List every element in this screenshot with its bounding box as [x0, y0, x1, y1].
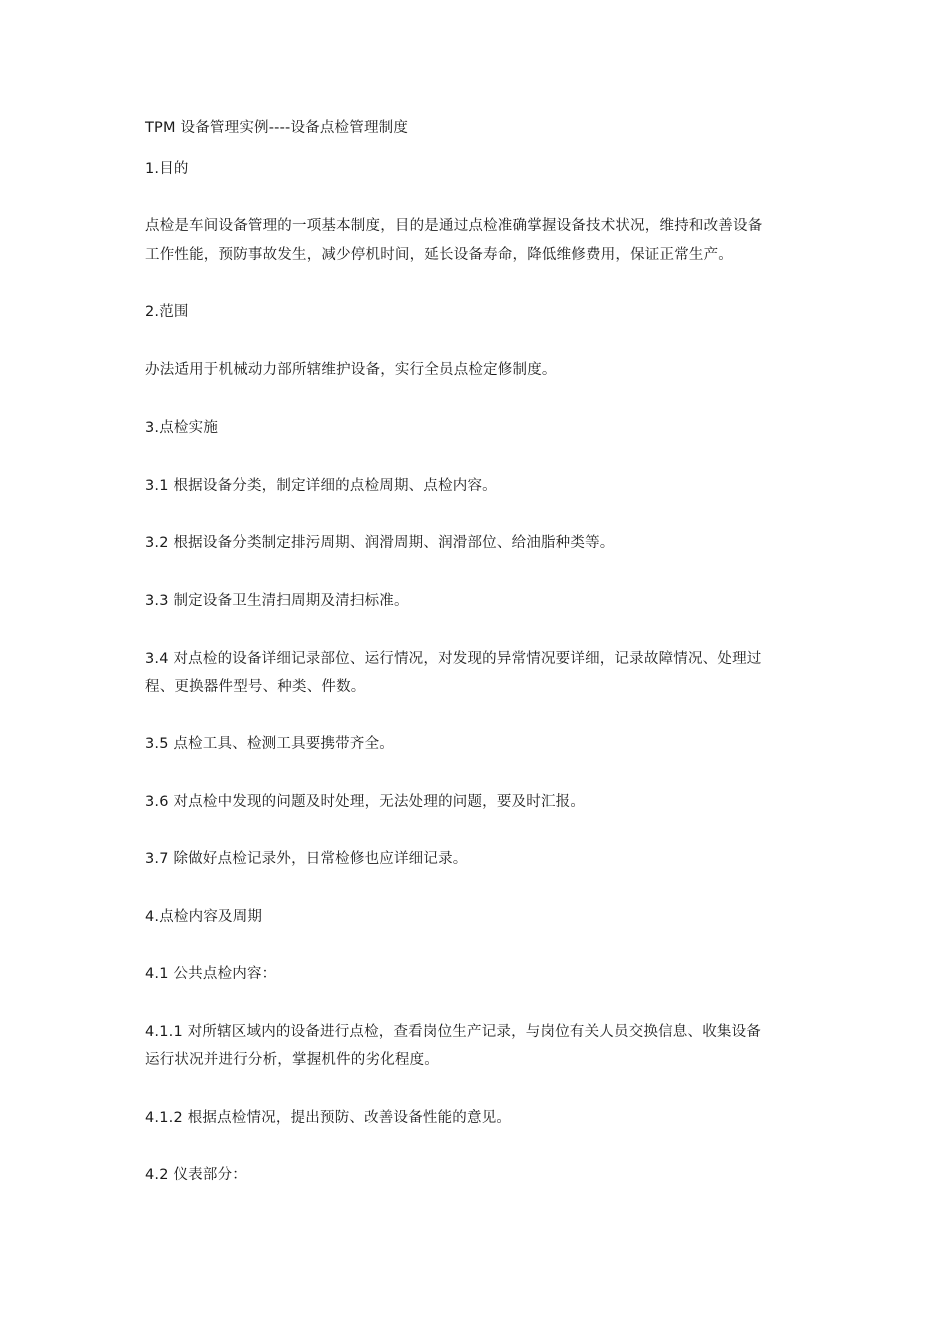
- paragraph-line: 运行状况并进行分析，掌握机件的劣化程度。: [145, 1052, 439, 1068]
- paragraph-line: 3.5 点检工具、检测工具要携带齐全。: [145, 736, 394, 752]
- paragraph-line: 3.7 除做好点检记录外，日常检修也应详细记录。: [145, 851, 468, 867]
- document-title: TPM 设备管理实例----设备点检管理制度: [145, 120, 409, 136]
- paragraph-line: 3.4 对点检的设备详细记录部位、运行情况，对发现的异常情况要详细，记录故障情况、处理过: [145, 651, 762, 667]
- paragraph-line: 3.3 制定设备卫生清扫周期及清扫标准。: [145, 593, 409, 609]
- paragraph-line: 办法适用于机械动力部所辖维护设备，实行全员点检定修制度。: [145, 362, 557, 378]
- paragraph-line: 4.1.2 根据点检情况，提出预防、改善设备性能的意见。: [145, 1110, 512, 1126]
- section-heading: 1.目的: [145, 161, 189, 177]
- paragraph-line: 3.1 根据设备分类，制定详细的点检周期、点检内容。: [145, 478, 497, 494]
- paragraph-line: 3.2 根据设备分类制定排污周期、润滑周期、润滑部位、给油脂种类等。: [145, 535, 615, 551]
- section-heading: 4.点检内容及周期: [145, 909, 263, 925]
- paragraph-line: 4.2 仪表部分：: [145, 1167, 247, 1183]
- paragraph-line: 4.1.1 对所辖区域内的设备进行点检，查看岗位生产记录，与岗位有关人员交换信息、收集设备: [145, 1024, 761, 1040]
- paragraph-line: 点检是车间设备管理的一项基本制度，目的是通过点检准确掌握设备技术状况，维持和改善设备: [145, 218, 763, 234]
- section-heading: 2.范围: [145, 304, 189, 320]
- paragraph-line: 工作性能，预防事故发生，减少停机时间，延长设备寿命，降低维修费用，保证正常生产。: [145, 247, 733, 263]
- paragraph-line: 4.1 公共点检内容：: [145, 966, 277, 982]
- paragraph-line: 程、更换器件型号、种类、件数。: [145, 679, 366, 695]
- section-heading: 3.点检实施: [145, 420, 219, 436]
- paragraph-line: 3.6 对点检中发现的问题及时处理，无法处理的问题，要及时汇报。: [145, 794, 586, 810]
